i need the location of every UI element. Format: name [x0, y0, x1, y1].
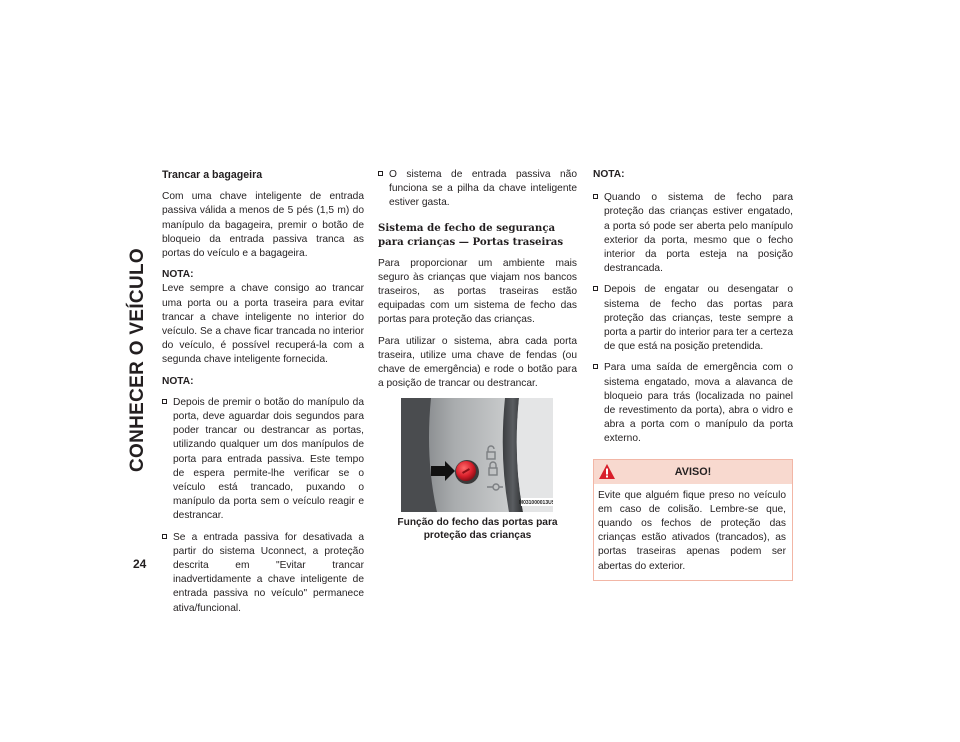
- bullet-square-icon: [162, 534, 167, 539]
- section-title-text: CONHECER O VEÍCULO: [127, 248, 148, 472]
- child-lock-figure: [401, 398, 553, 512]
- section-heading-child-lock: Sistema de fecho de segurança para crianças — Portas traseiras: [378, 221, 564, 248]
- note-label: NOTA:: [593, 169, 625, 180]
- paragraph: Para utilizar o sistema, abra cada porta traseira, utilize uma chave de fendas (ou chave de emergência) e rode o botão para a posição de trancar ou destrancar.: [378, 335, 577, 390]
- bullet-square-icon: [162, 399, 167, 404]
- bullet-list: [378, 168, 577, 211]
- column-right: [593, 168, 793, 581]
- sidebar-section-title: [120, 165, 160, 555]
- page-number: 24: [133, 557, 147, 571]
- list-item: Depois de engatar ou desengatar o sistema de fecho das portas para proteção das crianças, teste sempre a porta a partir do interior para ter a certeza de que está na posição pretendida.: [593, 283, 793, 354]
- warning-title: AVISO!: [674, 465, 712, 478]
- figure-code: M031000013US: [518, 500, 553, 507]
- warning-box: [593, 459, 793, 581]
- paragraph: Para proporcionar um ambiente mais seguro às crianças que viajam nos bancos traseiros, as portas traseiras estão equipadas com um sistema de fecho das portas para proteção das crianças.: [378, 257, 577, 326]
- column-middle: [378, 168, 577, 542]
- bullet-square-icon: [593, 364, 598, 369]
- section-heading-trunk-lock: Trancar a bagageira: [162, 169, 263, 181]
- bullet-square-icon: [378, 171, 383, 176]
- bullet-square-icon: [593, 194, 598, 199]
- list-item: O sistema de entrada passiva não funciona se a pilha da chave inteligente estiver gasta.: [378, 168, 577, 211]
- paragraph: Com uma chave inteligente de entrada passiva válida a menos de 5 pés (1,5 m) do manípulo da bagageira, premir o botão de bloqueio da entrada passiva tranca as portas do veículo e a bagageira.: [162, 191, 364, 260]
- warning-header: [594, 460, 792, 484]
- warning-text: Evite que alguém fique preso no veículo em caso de colisão. Lembre-se que, quando os fechos de proteção das crianças estão ativados (trancados), as portas traseiras apenas podem ser abertas do exterior.: [598, 489, 786, 572]
- note-label: NOTA:: [162, 269, 194, 281]
- figure-caption: Função do fecho das portas para proteção das crianças: [397, 517, 558, 542]
- note-text: Leve sempre a chave consigo ao trancar uma porta ou a porta traseira para evitar trancar a chave inteligente no interior do veículo. Se a chave ficar trancada no interior do veículo, é possível recuperá-la com a segunda chave inteligente fornecida.: [162, 283, 364, 366]
- warning-triangle-icon: [598, 463, 616, 480]
- note-block: [162, 268, 364, 367]
- list-item: Para uma saída de emergência com o sistema engatado, mova a alavanca de bloqueio para trás (localizada no painel de revestimento da porta), abra o vidro e abra a porta com o manípulo da porta externo.: [593, 361, 793, 446]
- list-item: Se a entrada passiva for desativada a partir do sistema Uconnect, a proteção descrita em "Evitar trancar inadvertidamente a chave inteligente de entrada passiva no veículo" permanece ativa/funcional.: [162, 531, 364, 616]
- note-label: NOTA:: [162, 375, 194, 387]
- column-left: [162, 168, 364, 623]
- bullet-list: [162, 396, 364, 616]
- bullet-list: [593, 191, 793, 446]
- list-item: Depois de premir o botão do manípulo da porta, deve aguardar dois segundos para poder trancar ou destrancar as portas, utilizando qualquer um dos manípulos de porta para entrada passiva. Este tempo de espera permite-lhe verificar se o veículo está trancado, puxando o manípulo da porta sem o veículo reagir e destrancar.: [162, 396, 364, 524]
- door-latch-illustration: [401, 398, 553, 512]
- bullet-square-icon: [593, 286, 598, 291]
- list-item: Quando o sistema de fecho para proteção das crianças estiver engatado, a porta só pode ser aberta pelo manípulo exterior da porta, mesmo que o fecho interior da porta esteja na posição destrancada.: [593, 191, 793, 276]
